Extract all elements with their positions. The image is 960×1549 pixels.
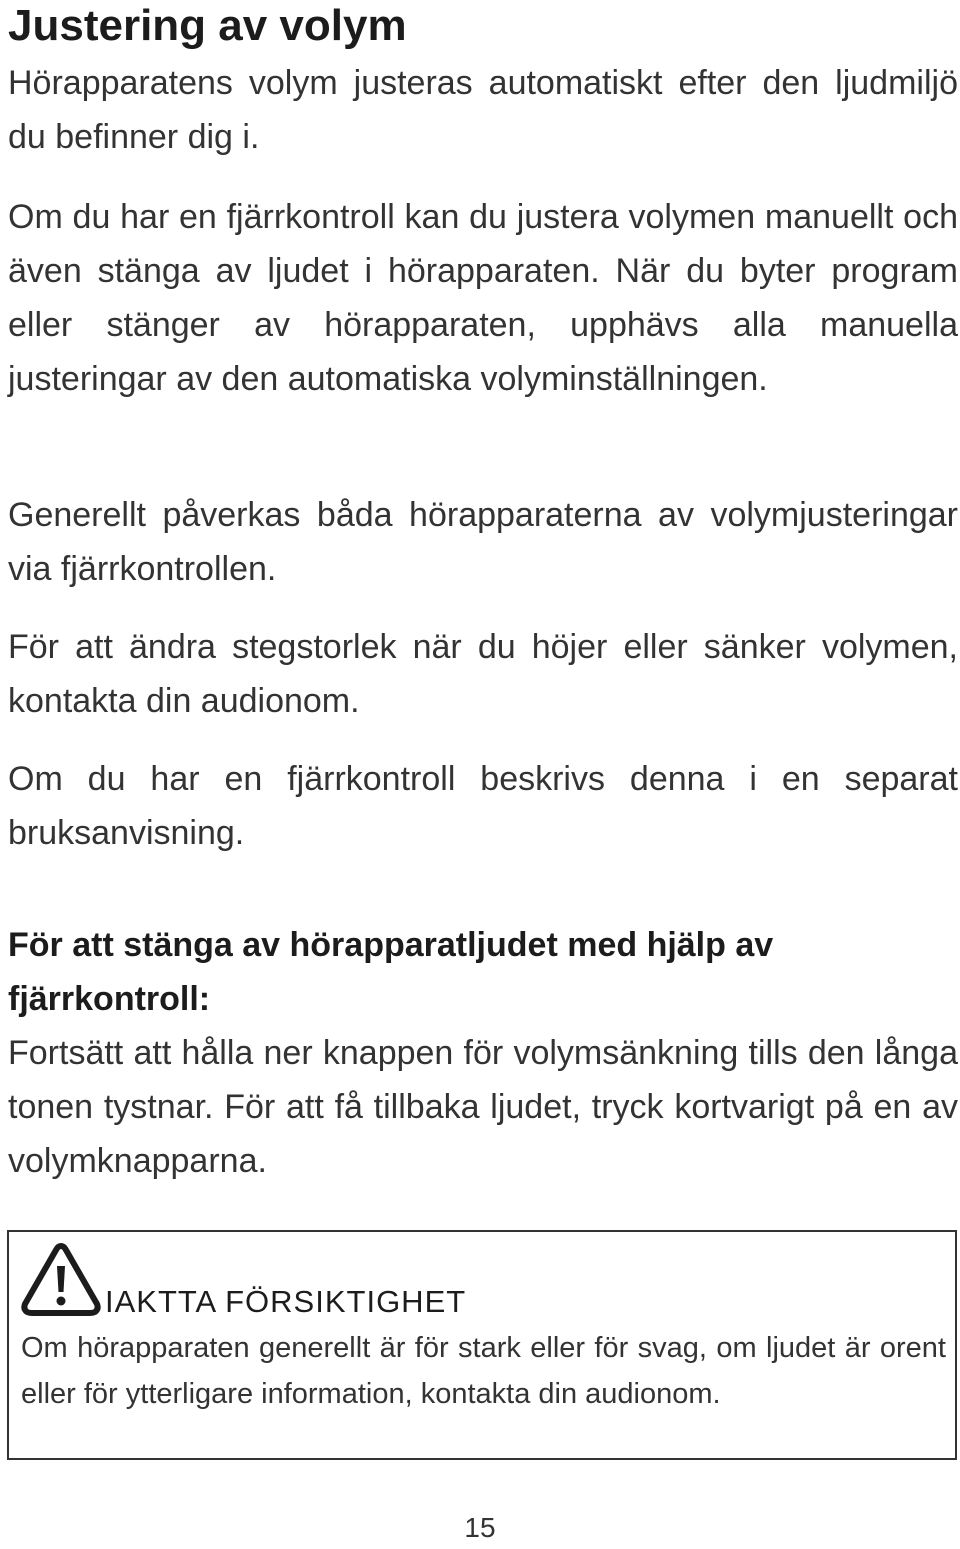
paragraph-separate-manual: Om du har en fjärrkontroll beskrivs denna i en separat bruksanvisning. bbox=[8, 760, 958, 852]
page-number: 15 bbox=[464, 1512, 496, 1543]
paragraph-both-aids: Generellt påverkas båda hörapparaterna av volymjusteringar via fjärrkontrollen. bbox=[8, 496, 958, 588]
page-title: Justering av volym bbox=[8, 1, 407, 50]
mute-section-heading: För att stänga av hörapparatljudet med hjälp av fjärrkontroll: bbox=[8, 926, 774, 1018]
warning-triangle-icon bbox=[21, 1242, 101, 1316]
paragraph-automatic-volume: Hörapparatens volym justeras automatiskt efter den ljudmiljö du befinner dig i. bbox=[8, 64, 958, 156]
warning-text: Om hörapparaten generellt är för stark eller för svag, om ljudet är orent eller för ytterligare information, kontakta din audionom. bbox=[21, 1332, 946, 1410]
warning-heading: IAKTTA FÖRSIKTIGHET bbox=[105, 1284, 467, 1319]
paragraph-remote-control: Om du har en fjärrkontroll kan du justera volymen manuellt och även stänga av ljudet i hörapparaten. När du byter program eller stänger av hörapparaten, upphävs alla manuella justeringar av den automatiska volyminställningen. bbox=[8, 198, 958, 398]
mute-section-text: Fortsätt att hålla ner knappen för volymsänkning tills den långa tonen tystnar. För att få tillbaka ljudet, tryck kortvarigt på en av volymknapparna. bbox=[8, 1034, 958, 1180]
warning-box bbox=[7, 1230, 957, 1460]
paragraph-step-size: För att ändra stegstorlek när du höjer eller sänker volymen, kontakta din audionom. bbox=[8, 628, 958, 720]
